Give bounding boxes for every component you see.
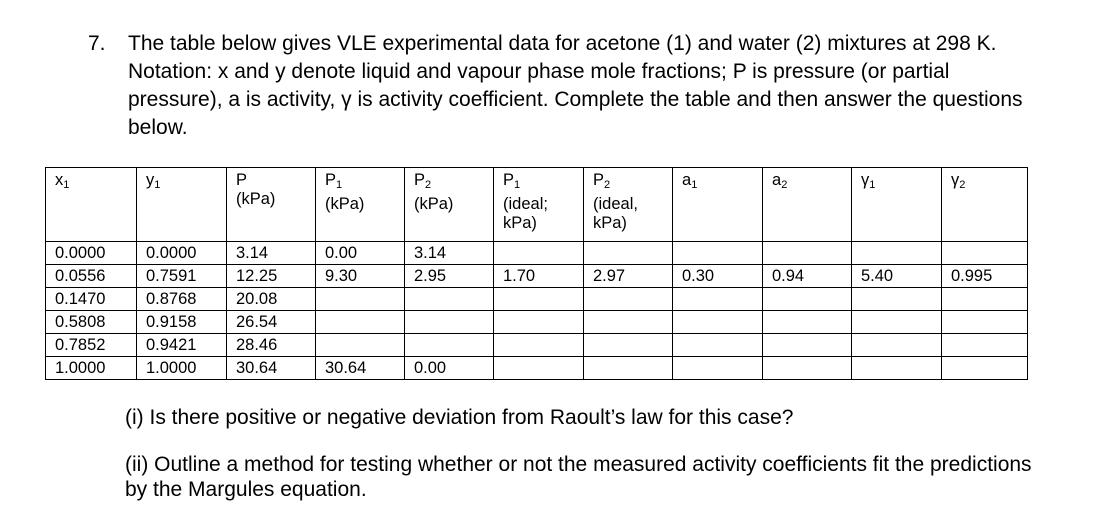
header-subscript: 2 [781, 179, 788, 191]
table-cell [316, 334, 405, 357]
table-header-cell [137, 168, 227, 242]
header-symbol: P [593, 171, 605, 189]
table-cell: 0.7591 [137, 265, 227, 288]
table-row [46, 265, 1028, 288]
table-header-cell [494, 168, 584, 242]
table-cell: 0.5808 [46, 311, 137, 334]
question-part-i: (i) Is there positive or negative deviation from Raoult’s law for this case? [125, 406, 794, 429]
header-symbol: P [236, 171, 248, 189]
table-cell [942, 334, 1028, 357]
header-symbol: P [325, 171, 337, 189]
table-cell [673, 357, 763, 380]
table-cell [852, 288, 942, 311]
table-cell [763, 242, 852, 265]
header-symbol: P [503, 171, 515, 189]
table-header-cell [405, 168, 494, 242]
header-subscript: 2 [604, 179, 611, 191]
table-cell: 2.95 [405, 265, 494, 288]
table-header-cell [46, 168, 137, 242]
sub-questions [125, 405, 1045, 502]
table-cell [673, 334, 763, 357]
header-unit: (ideal, [593, 195, 638, 213]
table-cell [584, 288, 673, 311]
header-subscript: 1 [691, 179, 698, 191]
header-symbol: x [55, 171, 64, 189]
table-cell: 3.14 [227, 242, 316, 265]
table-cell: 0.0000 [137, 242, 227, 265]
table-cell: 1.70 [494, 265, 584, 288]
header-unit: (kPa) [414, 195, 454, 213]
table-header-cell [673, 168, 763, 242]
table-cell [494, 334, 584, 357]
header-symbol: a [772, 171, 782, 189]
question-block [88, 30, 1048, 142]
table-cell [942, 311, 1028, 334]
table-row [46, 334, 1028, 357]
table-cell: 1.0000 [46, 357, 137, 380]
question-text: The table below gives VLE experimental data for acetone (1) and water (2) mixtures at 298 K. Notation: x and y denote liquid and vapour phase mole fractions; P is pressure (or partial pressure), a is activity, γ is activity coefficient. Complete the table and then answer the questions below. [128, 32, 1023, 139]
table-cell: 1.0000 [137, 357, 227, 380]
table-cell [763, 334, 852, 357]
table-cell: 0.94 [763, 265, 852, 288]
table-cell: 0.8768 [137, 288, 227, 311]
header-symbol: P [414, 171, 426, 189]
table-cell [584, 242, 673, 265]
table-row [46, 311, 1028, 334]
table-cell [494, 311, 584, 334]
header-subscript: 1 [514, 179, 521, 191]
table-cell [763, 357, 852, 380]
table-cell [852, 334, 942, 357]
table-cell [316, 288, 405, 311]
table-cell [673, 242, 763, 265]
table-cell: 0.0000 [46, 242, 137, 265]
table-cell [763, 288, 852, 311]
table-cell: 5.40 [852, 265, 942, 288]
table-header-cell [316, 168, 405, 242]
table-row [46, 288, 1028, 311]
table-row [46, 357, 1028, 380]
table-cell: 20.08 [227, 288, 316, 311]
table-cell [673, 311, 763, 334]
header-unit: (kPa) [325, 195, 365, 213]
header-unit-cont: kPa) [503, 214, 537, 232]
table-cell [852, 357, 942, 380]
table-header-cell [763, 168, 852, 242]
table-cell: 28.46 [227, 334, 316, 357]
table-cell: 0.9158 [137, 311, 227, 334]
header-subscript: 1 [869, 179, 876, 191]
table-header-cell [852, 168, 942, 242]
table-cell: 0.00 [316, 242, 405, 265]
header-subscript: 2 [425, 179, 432, 191]
header-symbol: γ [951, 171, 960, 189]
header-unit: (ideal; [503, 195, 548, 213]
table-header-cell [584, 168, 673, 242]
header-unit: (kPa) [236, 190, 276, 208]
header-subscript: 1 [63, 179, 70, 191]
table-cell [494, 357, 584, 380]
question-part-ii: (ii) Outline a method for testing whether or not the measured activity coefficients fit the predictions by the Margules equation. [125, 453, 1032, 501]
header-unit-cont: kPa) [593, 214, 627, 232]
header-symbol: γ [861, 171, 870, 189]
table-cell [405, 311, 494, 334]
header-symbol: a [682, 171, 692, 189]
table-cell: 12.25 [227, 265, 316, 288]
table-header-cell [942, 168, 1028, 242]
vle-data-table [45, 167, 1028, 380]
table-header-row [46, 168, 1028, 242]
table-cell: 0.7852 [46, 334, 137, 357]
table-cell [852, 242, 942, 265]
table-cell: 2.97 [584, 265, 673, 288]
header-symbol: y [146, 171, 155, 189]
table-cell: 0.1470 [46, 288, 137, 311]
table-cell [405, 288, 494, 311]
header-subscript: 1 [154, 179, 161, 191]
table-cell [316, 311, 405, 334]
table-cell [942, 357, 1028, 380]
header-subscript: 1 [336, 179, 343, 191]
table-cell [494, 288, 584, 311]
table-cell: 0.9421 [137, 334, 227, 357]
table-cell: 0.30 [673, 265, 763, 288]
table-cell [584, 311, 673, 334]
question-number: 7. [88, 32, 106, 55]
table-cell: 26.54 [227, 311, 316, 334]
table-cell: 0.0556 [46, 265, 137, 288]
table-cell [852, 311, 942, 334]
table-cell [673, 288, 763, 311]
table-cell [405, 334, 494, 357]
table-row [46, 242, 1028, 265]
table-cell [584, 357, 673, 380]
table-cell [763, 311, 852, 334]
table-cell [494, 242, 584, 265]
table-cell: 0.995 [942, 265, 1028, 288]
header-subscript: 2 [959, 179, 966, 191]
table-cell: 30.64 [227, 357, 316, 380]
table-cell: 0.00 [405, 357, 494, 380]
table-cell: 9.30 [316, 265, 405, 288]
table-cell: 30.64 [316, 357, 405, 380]
table-cell: 3.14 [405, 242, 494, 265]
table-cell [942, 242, 1028, 265]
table-cell [942, 288, 1028, 311]
table-header-cell [227, 168, 316, 242]
table-cell [584, 334, 673, 357]
